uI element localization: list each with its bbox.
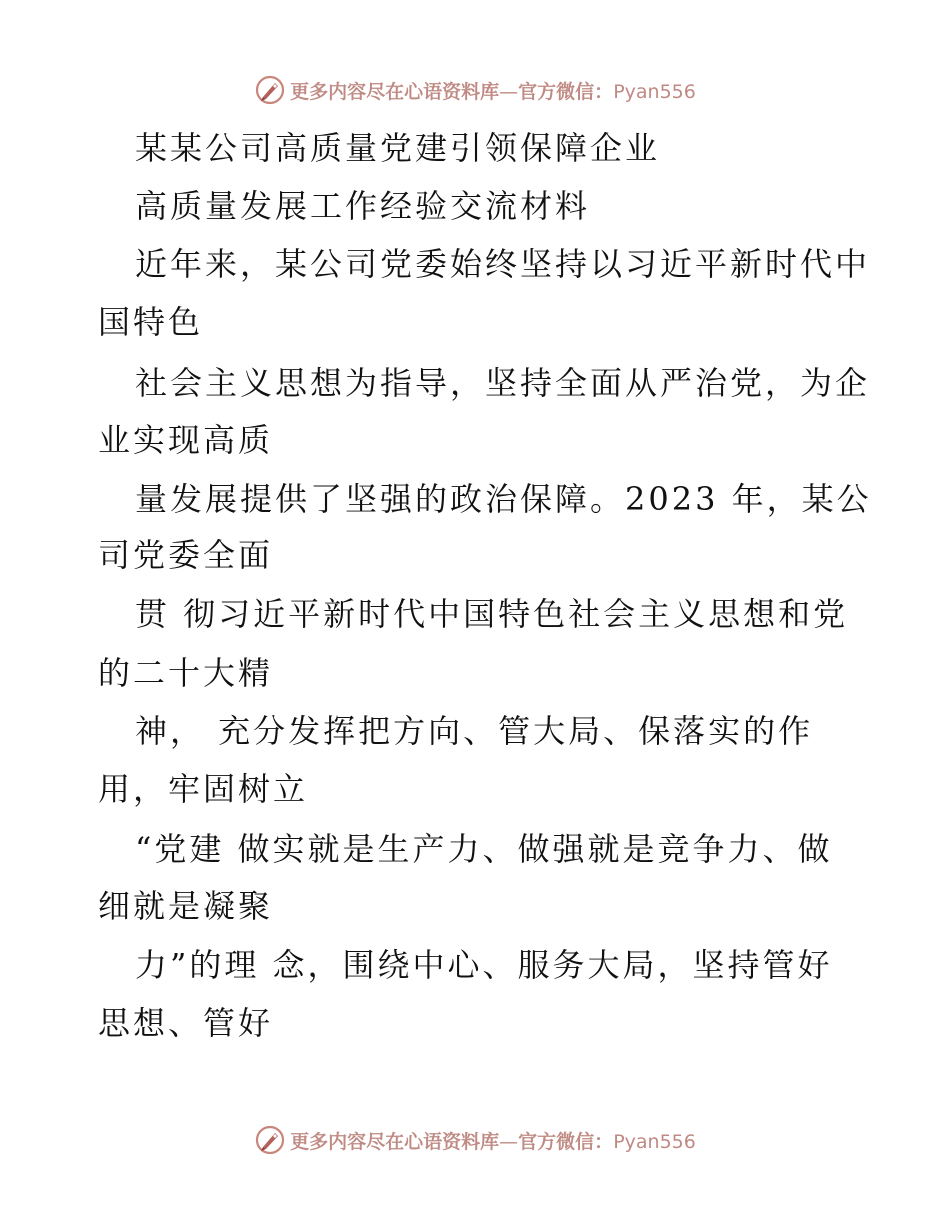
footer-watermark-banner — [0, 1120, 950, 1160]
body-line: 近年来，某公司党委始终坚持以习近平新时代中 — [135, 245, 871, 283]
body-line: “党建 做实就是生产力、做强就是竞争力、做 — [135, 830, 833, 868]
footer-separator: — — [499, 1130, 519, 1153]
body-line: 细就是凝聚 — [98, 887, 274, 925]
header-contact-label: 官方微信： — [518, 80, 614, 103]
body-line: 量发展提供了坚强的政治保障。2023 年，某公 — [135, 480, 872, 518]
document-title-line-1: 某某公司高质量党建引领保障企业 — [135, 129, 661, 167]
footer-contact-id: Pyan556 — [613, 1130, 696, 1153]
body-line: 的二十大精 — [98, 654, 274, 692]
header-watermark-banner — [0, 70, 950, 110]
body-line: 思想、管好 — [98, 1004, 274, 1042]
body-line: 神， 充分发挥把方向、管大局、保落实的作 — [135, 712, 814, 750]
body-line: 力”的理 念，围绕中心、服务大局，坚持管好 — [135, 946, 833, 984]
footer-brand-text: 更多内容尽在心语资料库 — [290, 1130, 500, 1153]
body-line: 司党委全面 — [98, 536, 274, 574]
footer-contact-label: 官方微信： — [518, 1130, 614, 1153]
header-brand-text: 更多内容尽在心语资料库 — [290, 80, 500, 103]
body-line: 社会主义思想为指导，坚持全面从严治党，为企 — [135, 364, 871, 402]
pen-nib-logo-icon — [254, 74, 286, 106]
body-line: 贯 彻习近平新时代中国特色社会主义思想和党 — [135, 595, 849, 633]
document-title-line-2: 高质量发展工作经验交流材料 — [135, 187, 591, 225]
body-line: 用，牢固树立 — [98, 770, 309, 808]
body-line: 国特色 — [98, 303, 204, 341]
pen-nib-logo-icon — [254, 1124, 286, 1156]
footer-watermark-text — [290, 1127, 696, 1154]
header-separator: — — [499, 80, 519, 103]
body-line: 业实现高质 — [98, 421, 274, 459]
header-contact-id: Pyan556 — [613, 80, 696, 103]
header-watermark-text — [290, 77, 696, 104]
